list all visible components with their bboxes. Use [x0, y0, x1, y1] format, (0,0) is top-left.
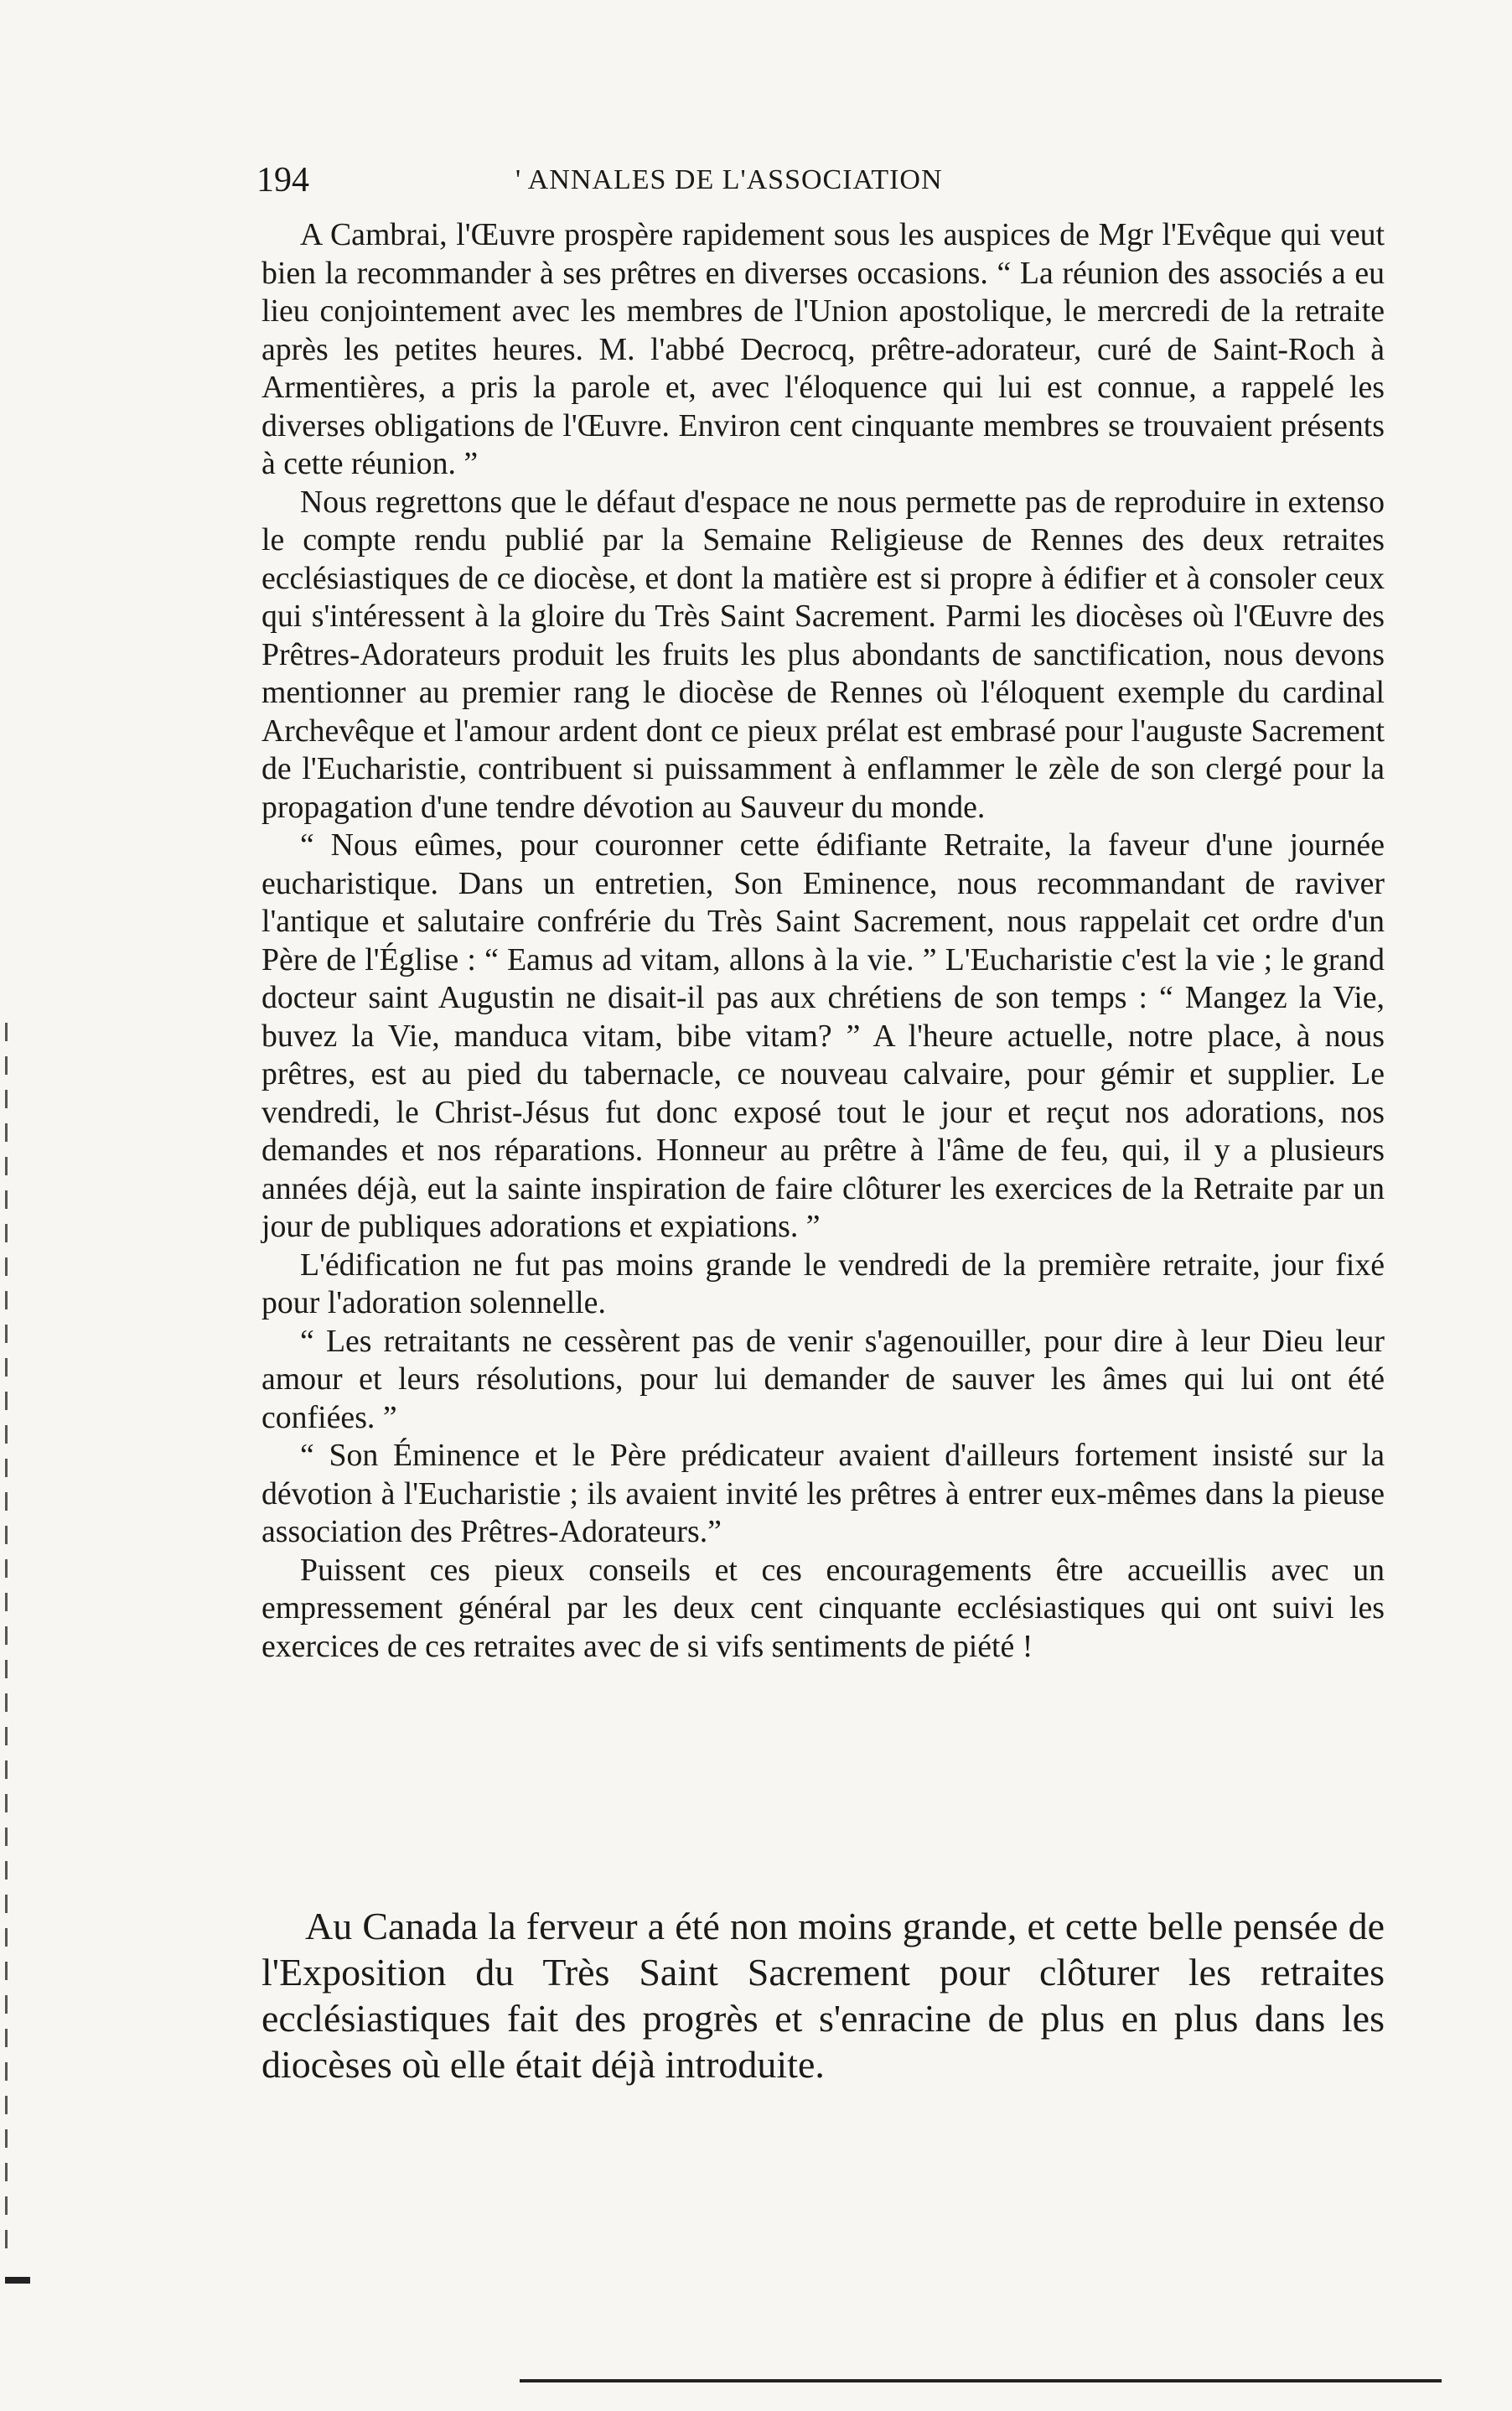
- page-number: 194: [256, 161, 309, 200]
- paragraph-cambrai: A Cambrai, l'Œuvre prospère rapidement sous les auspices de Mgr l'Evêque qui veut bien la recommander à ses prêtres en diverses occasions. “ La réunion des associés a eu lieu conjointement avec les membres de l'Union apostolique, le mercredi de la retraite après les petites heures. M. l'abbé Decrocq, prêtre-adorateur, curé de Saint-Roch à Armentières, a pris la parole et, avec l'éloquence qui lui est connue, a rappelé les diverses obligations de l'Œuvre. Environ cent cinquante membres se trouvaient présents à cette réunion. ”: [261, 217, 1385, 481]
- paragraph-retraitants: “ Les retraitants ne cessèrent pas de venir s'agenouiller, pour dire à leur Dieu leur amour et leurs résolutions, pour lui demander de sauver les âmes qui lui ont été confiées. ”: [261, 1323, 1385, 1435]
- closing-text: [261, 1903, 1385, 2087]
- running-title: ' ANNALES DE L'ASSOCIATION: [515, 164, 943, 195]
- margin-bracket: [5, 2277, 30, 2284]
- paragraph-canada: Au Canada la ferveur a été non moins grande, et cette belle pensée de l'Exposition du Très Saint Sacrement pour clôturer les retraites ecclésiastiques fait des progrès et s'enracine de plus en plus dans les diocèses où elle était déjà introduite.: [261, 1905, 1385, 2086]
- paragraph-son-eminence: “ Son Éminence et le Père prédicateur avaient d'ailleurs fortement insisté sur la dévotion à l'Eucharistie ; ils avaient invité les prêtres à entrer eux-mêmes dans la pieuse association des Prêtres-Adorateurs.”: [261, 1438, 1385, 1549]
- paragraph-journee-eucharistique: “ Nous eûmes, pour couronner cette édifiante Retraite, la faveur d'une journée eucharistique. Dans un entretien, Son Eminence, nous recommandant de raviver l'antique et salutaire confrérie du Très Saint Sacrement, nous rappelait cet ordre d'un Père de l'Église : “ Eamus ad vitam, allons à la vie. ” L'Eucharistie c'est la vie ; le grand docteur saint Augustin ne disait-il pas aux chrétiens de son temps : “ Mangez la Vie, buvez la Vie, manduca vitam, bibe vitam? ” A l'heure actuelle, notre place, à nous prêtres, est au pied du tabernacle, ce nouveau calvaire, pour gémir et supplier. Le vendredi, le Christ-Jésus fut donc exposé tout le jour et reçut nos adorations, nos demandes et nos réparations. Honneur au prêtre à l'âme de feu, qui, il y a plusieurs années déjà, eut la sainte inspiration de faire clôturer les exercices de la Retraite par un jour de publiques adorations et expiations. ”: [261, 827, 1385, 1244]
- paragraph-puissent: Puissent ces pieux conseils et ces encouragements être accueillis avec un empressement général par les deux cent cinquante ecclésiastiques qui ont suivi les exercices de ces retraites avec de si vifs sentiments de piété !: [261, 1552, 1385, 1664]
- paragraph-rennes: Nous regrettons que le défaut d'espace ne nous permette pas de reproduire in extenso le compte rendu publié par la Semaine Religieuse de Rennes des deux retraites ecclésiastiques de ce diocèse, et dont la matière est si propre à édifier et à consoler ceux qui s'intéressent à la gloire du Très Saint Sacrement. Parmi les diocèses où l'Œuvre des Prêtres-Adorateurs produit les fruits les plus abondants de sanctification, nous devons mentionner au premier rang le diocèse de Rennes où l'éloquent exemple du cardinal Archevêque et l'amour ardent dont ce pieux prélat est embrasé pour l'auguste Sacrement de l'Eucharistie, contribuent si puissamment à enflammer le zèle de son clergé pour la propagation d'une tendre dévotion au Sauveur du monde.: [261, 484, 1385, 825]
- bottom-rule: [520, 2379, 1442, 2382]
- running-head: [251, 159, 1383, 201]
- paragraph-edification: L'édification ne fut pas moins grande le vendredi de la première retraite, jour fixé pour l'adoration solennelle.: [261, 1247, 1385, 1320]
- body-text: [261, 216, 1385, 1666]
- margin-dotted-rule: [5, 1023, 8, 2263]
